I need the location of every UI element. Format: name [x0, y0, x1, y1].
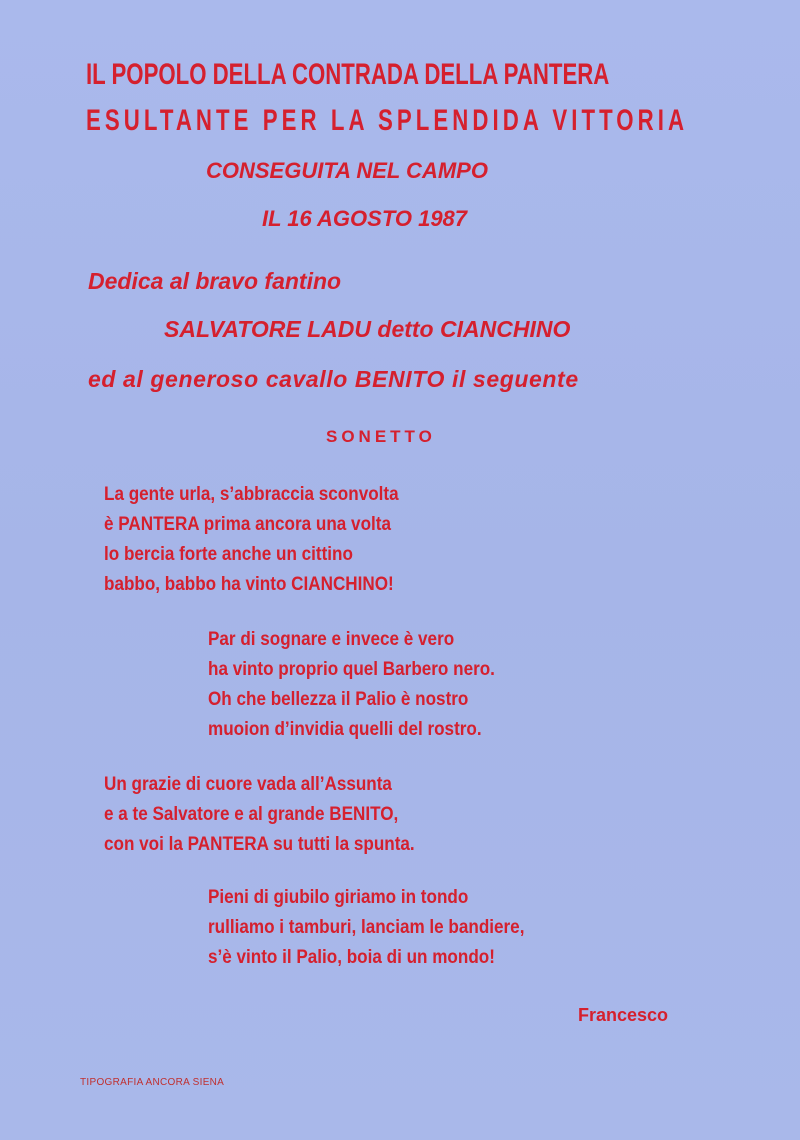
- sonnet-title: SONETTO: [326, 427, 436, 446]
- stanza-1-line-3: lo bercia forte anche un cittino: [104, 544, 353, 565]
- header-line-3: CONSEGUITA NEL CAMPO: [206, 158, 488, 183]
- stanza-2-line-1: Par di sognare e invece è vero: [208, 629, 455, 650]
- dedication-line-1: Dedica al bravo fantino: [88, 268, 342, 294]
- stanza-4-line-1: Pieni di giubilo giriamo in tondo: [208, 887, 469, 908]
- dedication-line-2: SALVATORE LADU detto CIANCHINO: [164, 316, 571, 342]
- stanza-1-line-2: è PANTERA prima ancora una volta: [104, 514, 391, 535]
- stanza-1-line-1: La gente urla, s’abbraccia sconvolta: [104, 484, 399, 505]
- dedication-line-3: ed al generoso cavallo BENITO il seguente: [88, 366, 579, 392]
- stanza-3-line-2: e a te Salvatore e al grande BENITO,: [104, 804, 399, 825]
- stanza-4-line-2: rulliamo i tamburi, lanciam le bandiere,: [208, 917, 525, 938]
- stanza-2-line-2: ha vinto proprio quel Barbero nero.: [208, 659, 495, 680]
- signature: Francesco: [578, 1005, 669, 1025]
- printer-credit: TIPOGRAFIA ANCORA SIENA: [80, 1077, 225, 1088]
- stanza-4-line-3: s’è vinto il Palio, boia di un mondo!: [208, 947, 495, 968]
- stanza-2-line-3: Oh che bellezza il Palio è nostro: [208, 689, 469, 710]
- stanza-2-line-4: muoion d’invidia quelli del rostro.: [208, 719, 482, 740]
- header-line-4: IL 16 AGOSTO 1987: [262, 206, 468, 231]
- stanza-3-line-1: Un grazie di cuore vada all’Assunta: [104, 774, 392, 795]
- stanza-3-line-3: con voi la PANTERA su tutti la spunta.: [104, 834, 415, 855]
- header-line-2: ESULTANTE PER LA SPLENDIDA VITTORIA: [86, 104, 689, 137]
- stanza-1-line-4: babbo, babbo ha vinto CIANCHINO!: [104, 574, 394, 595]
- header-line-1: IL POPOLO DELLA CONTRADA DELLA PANTERA: [86, 58, 610, 91]
